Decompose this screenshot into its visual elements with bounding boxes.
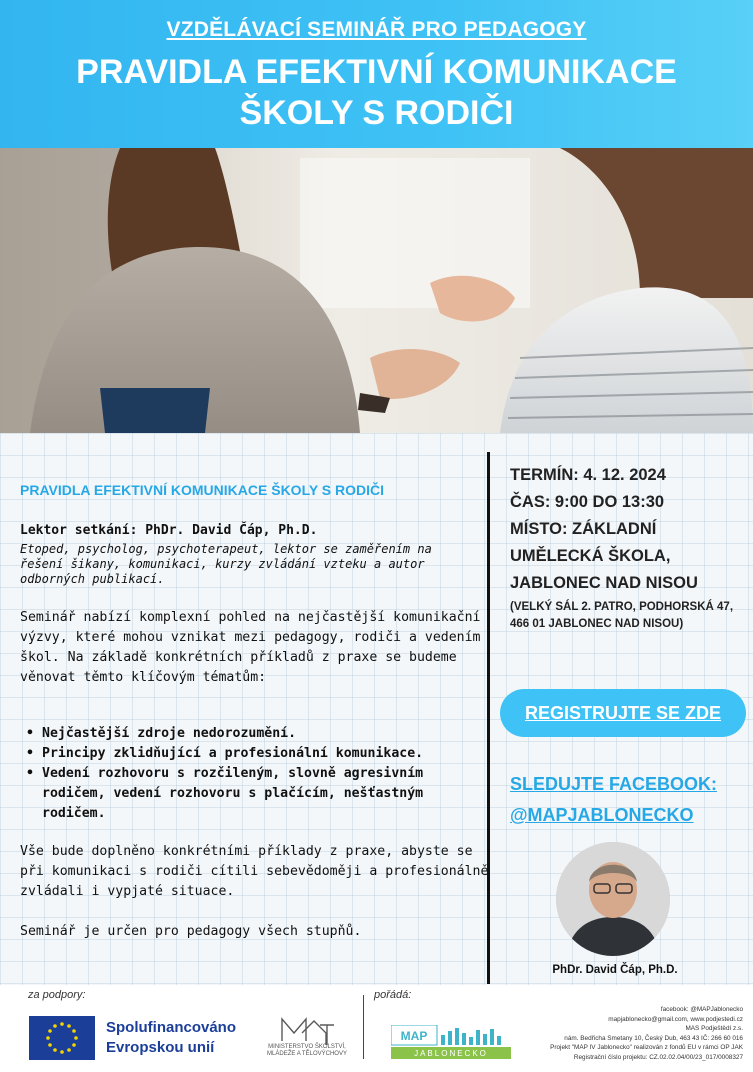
lecturer-avatar: [556, 842, 670, 956]
section-heading: PRAVIDLA EFEKTIVNÍ KOMUNIKACE ŠKOLY S RODIČI: [20, 482, 385, 498]
lecturer-name: PhDr. David Čáp, Ph.D.: [552, 964, 678, 976]
contact-facebook[interactable]: facebook: @MAPJablonecko: [660, 1006, 743, 1013]
support-label: za podpory:: [28, 989, 86, 1001]
lecturer-portrait: [556, 842, 670, 956]
audience-paragraph: Seminář je určen pro pedagogy všech stupňů.: [20, 924, 362, 939]
map-jablonecko-logo: [391, 1025, 511, 1059]
conversation-photo: [0, 148, 753, 433]
facebook-handle[interactable]: @MAPJABLONECKO: [510, 805, 694, 825]
list-item: • Principy zklidňující a profesionální komunikace.: [24, 744, 464, 764]
practice-paragraph: Vše bude doplněno konkrétními příklady z praxe, abyste se při komunikaci s rodiči cítili sebevědoměji a profesionálně zvládali i vypjaté situace.: [20, 844, 489, 899]
eu-line-2: Evropskou unií: [106, 1039, 215, 1056]
organizer-label: pořádá:: [374, 989, 412, 1001]
facebook-link[interactable]: [510, 769, 750, 831]
page-title: [0, 52, 753, 134]
map-subtext: JABLONECKO: [414, 1049, 488, 1058]
list-item: • Vedení rozhovoru s rozčileným, slovně agresivním rodičem, vedení rozhovoru s plačícím, nešťastným rodičem.: [24, 764, 464, 824]
contact-org: MAS Podještědí z.s.: [685, 1025, 743, 1032]
msmt-logo: [262, 1011, 372, 1067]
eu-flag-logo: [29, 1016, 95, 1060]
event-details: [510, 462, 750, 633]
contact-registration: Registrační číslo projektu: CZ.02.02.04/00/23_017/0008327: [573, 1053, 743, 1061]
facebook-label[interactable]: SLEDUJTE FACEBOOK:: [510, 774, 718, 794]
eu-line-1: Spolufinancováno: [106, 1019, 237, 1036]
msmt-text: [252, 1044, 362, 1058]
lecturer-line: Lektor setkání: PhDr. David Čáp, Ph.D.: [20, 523, 318, 538]
event-date: TERMÍN: 4. 12. 2024: [510, 466, 666, 484]
map-text: MAP: [400, 1029, 428, 1043]
map-logo-graphic: [391, 1025, 511, 1059]
title-line-2: ŠKOLY S RODIČI: [239, 94, 514, 132]
footer-divider: [363, 995, 364, 1059]
lecturer-description: Etoped, psycholog, psychoterapeut, lektor se zaměřením na řešení šikany, komunikaci, kurzy zvládání vzteku a autor odborných publikací.: [20, 542, 432, 586]
msmt-line-1: MINISTERSTVO ŠKOLSTVÍ,: [268, 1044, 346, 1050]
footer: [0, 985, 753, 1072]
event-time: ČAS: 9:00 DO 13:30: [510, 493, 665, 511]
contact-project: Projekt "MAP IV Jablonecko" realizován z fondů EU v rámci OP JAK: [550, 1044, 743, 1051]
event-place: MÍSTO: ZÁKLADNÍ UMĚLECKÁ ŠKOLA, JABLONEC NAD NISOU: [510, 520, 698, 592]
intro-paragraph: Seminář nabízí komplexní pohled na nejčastější komunikační výzvy, které mohou vznikat mezi pedagogy, rodiči a vedením škol. Na základě konkrétních příkladů z praxe se budeme věnovat těmto klíčovým tématům:: [20, 610, 481, 685]
event-address: (VELKÝ SÁL 2. PATRO, PODHORSKÁ 47, 466 01 JABLONEC NAD NISOU): [510, 601, 734, 630]
eu-cofinancing-text: [106, 1018, 236, 1058]
header-banner: [0, 0, 753, 148]
organizer-contact: [503, 1005, 743, 1062]
eu-stars-icon: [29, 1016, 95, 1060]
event-type: VZDĚLÁVACÍ SEMINÁŘ PRO PEDAGOGY: [166, 18, 587, 41]
title-line-1: PRAVIDLA EFEKTIVNÍ KOMUNIKACE: [76, 53, 677, 91]
topic-list: [24, 724, 464, 824]
msmt-line-2: MLÁDEŽE A TĚLOVÝCHOVY: [267, 1051, 347, 1057]
register-button[interactable]: REGISTRUJTE SE ZDE: [500, 689, 746, 737]
list-item: • Nejčastější zdroje nedorozumění.: [24, 724, 464, 744]
contact-email-web[interactable]: mapjablonecko@gmail.com, www.podjestedi.cz: [608, 1015, 743, 1023]
header-photo: [0, 148, 753, 433]
contact-address: nám. Bedřicha Smetany 10, Český Dub, 463 43 IČ: 266 60 016: [564, 1034, 743, 1042]
